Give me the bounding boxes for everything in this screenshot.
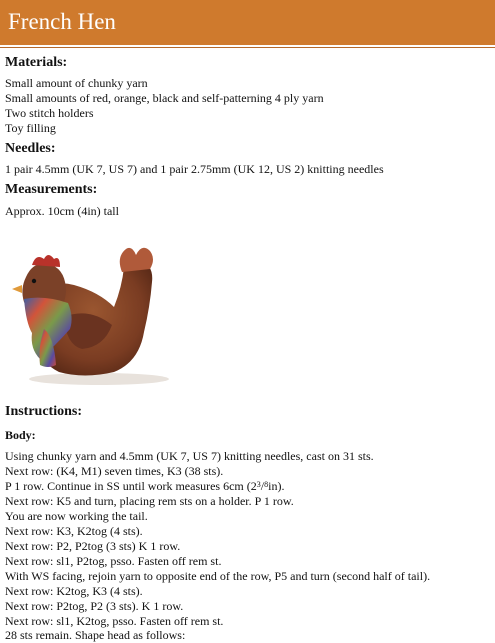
instruction-line: You are now working the tail. [5, 509, 148, 523]
instruction-line: Next row: sl1, P2tog, psso. Fasten off rem st. [5, 554, 222, 568]
instruction-line: Next row: K3, K2tog (4 sts). [5, 524, 143, 538]
materials-heading: Materials: [5, 55, 68, 70]
body-subheading: Body: [5, 428, 36, 442]
instruction-line: Next row: sl1, K2tog, psso. Fasten off rem st. [5, 614, 224, 628]
page-title: French Hen [8, 9, 116, 34]
instruction-line: Next row: P2tog, P2 (3 sts). K 1 row. [5, 599, 184, 613]
needles-text: 1 pair 4.5mm (UK 7, US 7) and 1 pair 2.75mm (UK 12, US 2) knitting needles [5, 162, 384, 176]
instruction-line: With WS facing, rejoin yarn to opposite end of the row, P5 and turn (second half of tail). [5, 569, 431, 583]
instruction-line: 28 sts remain. Shape head as follows: [5, 628, 186, 642]
instruction-line: Using chunky yarn and 4.5mm (UK 7, US 7) knitting needles, cast on 31 sts. [5, 449, 374, 463]
fraction-denominator: 8 [264, 480, 269, 489]
instruction-line: Next row: (K4, M1) seven times, K3 (38 sts). [5, 464, 224, 478]
instruction-line: Next row: K5 and turn, placing rem sts on a holder. P 1 row. [5, 494, 294, 508]
materials-line: Small amount of chunky yarn [5, 76, 148, 90]
fraction-numerator: 3 [256, 480, 261, 489]
materials-line: Two stitch holders [5, 106, 94, 120]
instruction-line: Next row: P2, P2tog (3 sts) K 1 row. [5, 539, 181, 553]
materials-line: Small amounts of red, orange, black and self-patterning 4 ply yarn [5, 91, 324, 105]
knitted-hen-photo [4, 237, 174, 387]
instruction-line: P 1 row. Continue in SS until work measures 6cm $(2^3/^8in)$. [5, 479, 285, 493]
measurements-text: Approx. 10cm (4in) tall [5, 204, 119, 218]
title-rule [0, 47, 495, 48]
measurements-heading: Measurements: [5, 182, 98, 197]
instructions-heading: Instructions: [5, 404, 83, 419]
materials-line: Toy filling [5, 121, 56, 135]
instruction-line: Next row: K2tog, K3 (4 sts). [5, 584, 143, 598]
title-bar [0, 0, 495, 45]
needles-heading: Needles: [5, 141, 56, 156]
